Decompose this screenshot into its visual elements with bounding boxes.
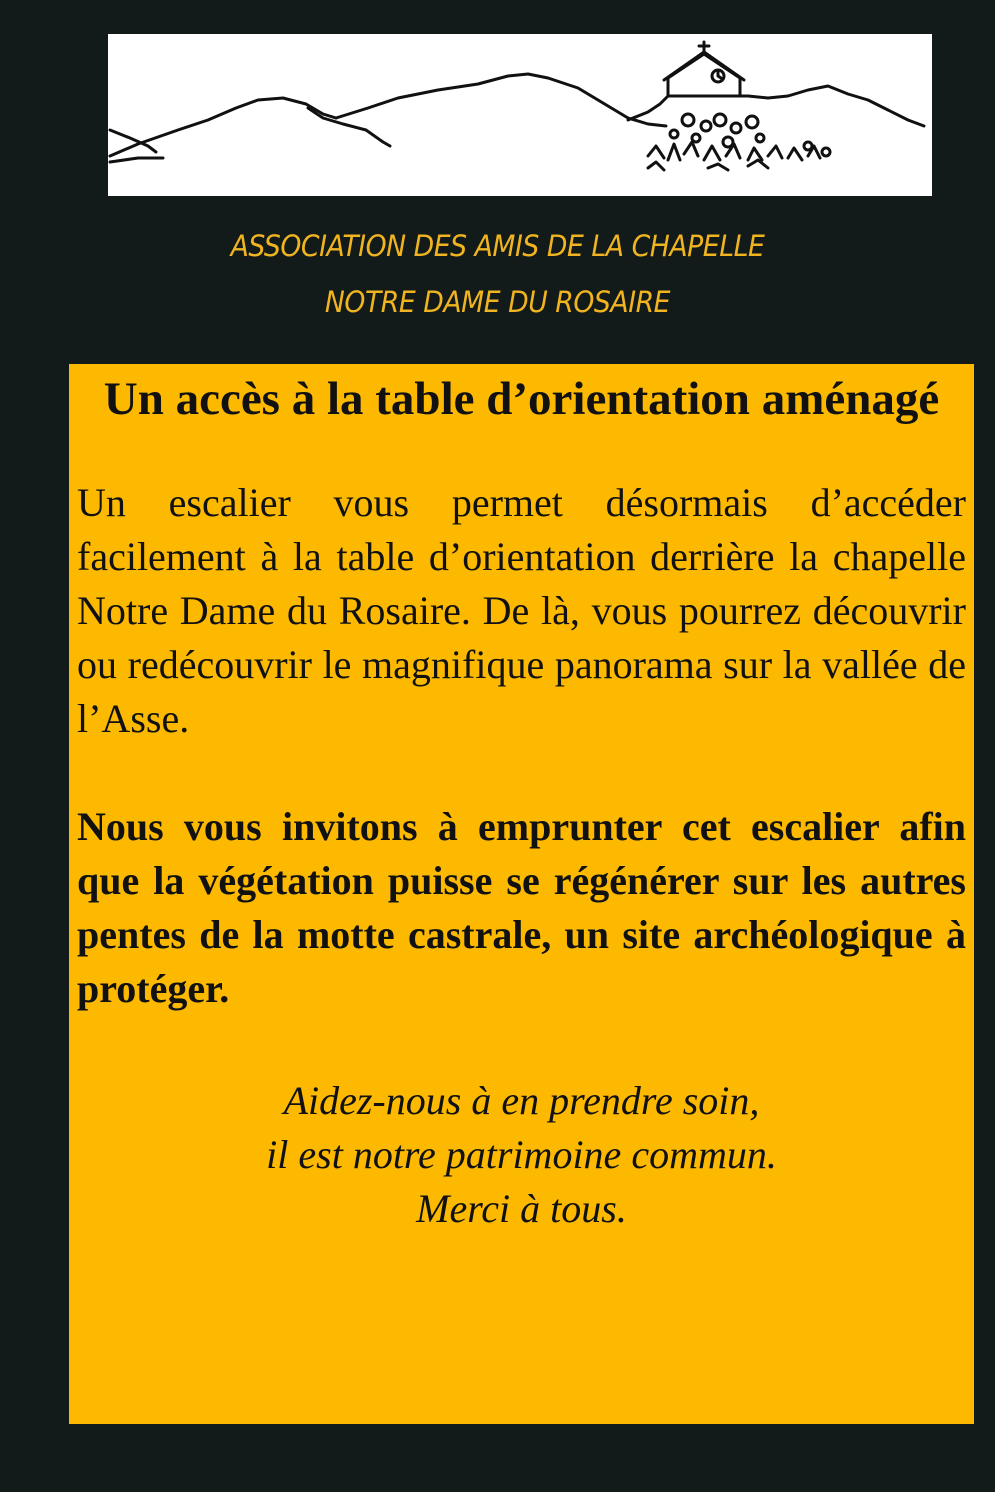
notice-paragraph-1: Un escalier vous permet désormais d’accéder facilement à la table d’orientation derrière la chapelle Notre Dame du Rosaire. De là, vous pourrez découvrir ou redécouvrir le magnifique panorama sur la vallée de l’Asse. [77, 480, 966, 741]
notice-paragraph-2: Nous vous invitons à emprunter cet escalier afin que la végétation puisse se régénérer sur les autres pentes de la motte castrale, un site archéologique à protéger. [77, 804, 966, 1011]
chapel-hill-sketch-icon [108, 34, 932, 196]
closing-line-3: Merci à tous. [416, 1186, 627, 1231]
association-line-2: NOTRE DAME DU ROSAIRE [324, 285, 671, 319]
closing-line-2: il est notre patrimoine commun. [266, 1132, 777, 1177]
logo-banner [108, 34, 932, 196]
closing-message [77, 1074, 966, 1236]
closing-line-1: Aidez-nous à en prendre soin, [283, 1078, 760, 1123]
association-name [40, 218, 955, 330]
association-line-1: ASSOCIATION DES AMIS DE LA CHAPELLE [230, 229, 765, 263]
notice-panel [69, 364, 974, 1424]
notice-title: Un accès à la table d’orientation aménagé [103, 373, 940, 425]
